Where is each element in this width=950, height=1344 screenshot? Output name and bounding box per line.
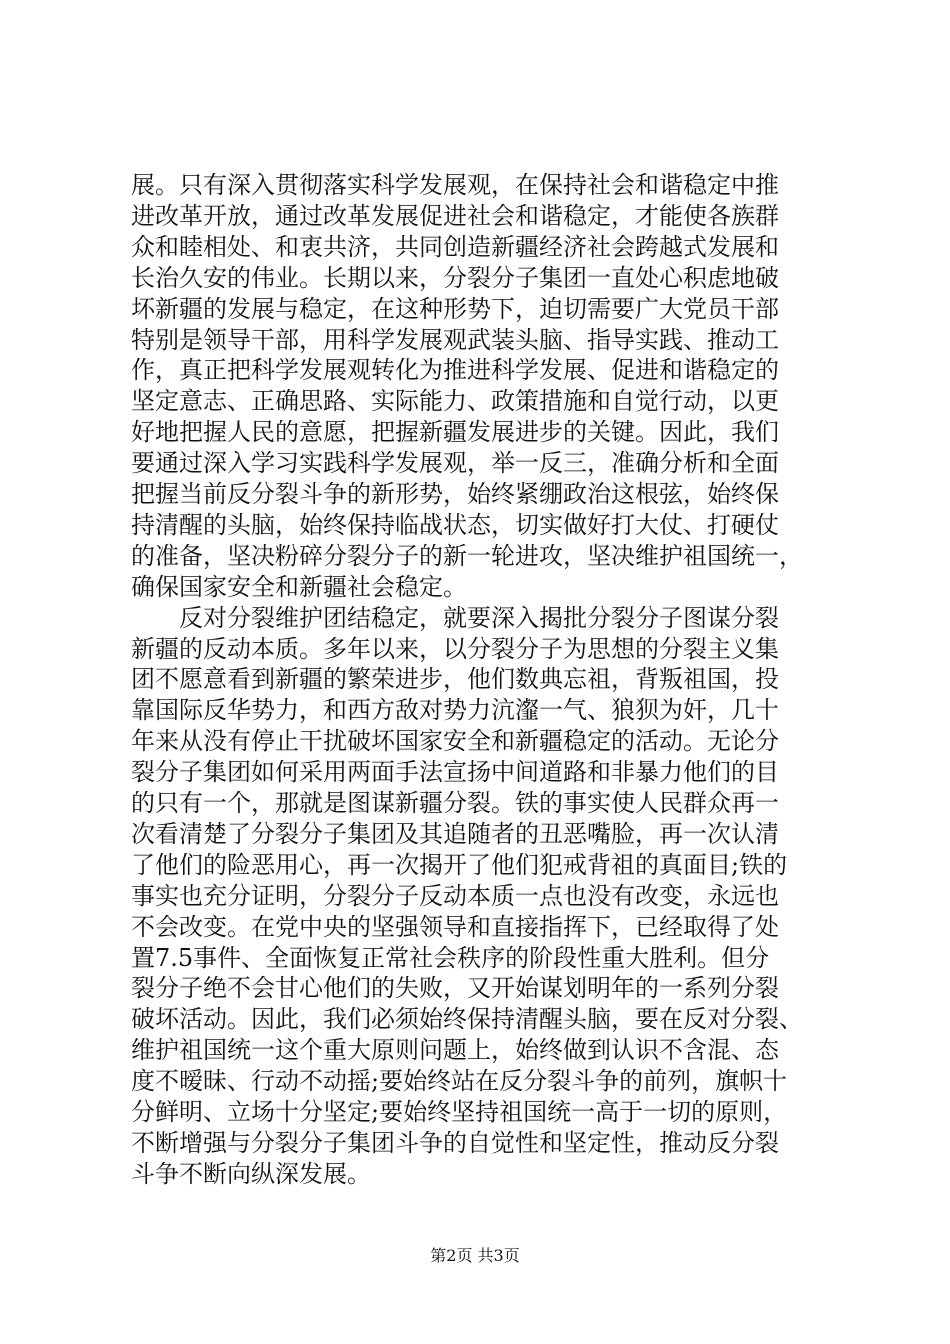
text-line: 维护祖国统一这个重大原则问题上，始终做到认识不含混、态 [131, 1036, 779, 1065]
text-line: 裂分子绝不会甘心他们的失败，又开始谋划明年的一系列分裂 [131, 974, 779, 1003]
text-line: 不会改变。在党中央的坚强领导和直接指挥下，已经取得了处 [131, 912, 779, 941]
text-line: 的准备，坚决粉碎分裂分子的新一轮进攻，坚决维护祖国统一， [131, 541, 803, 570]
text-line: 作，真正把科学发展观转化为推进科学发展、促进和谐稳定的 [131, 356, 779, 385]
text-line: 特别是领导干部，用科学发展观武装头脑、指导实践、推动工 [131, 325, 779, 354]
text-line: 长治久安的伟业。长期以来，分裂分子集团一直处心积虑地破 [131, 263, 779, 292]
text-line: 年来从没有停止干扰破坏国家安全和新疆稳定的活动。无论分 [131, 727, 779, 756]
text-line: 分鲜明、立场十分坚定;要始终坚持祖国统一高于一切的原则， [131, 1098, 788, 1126]
text-line: 众和睦相处、和衷共济，共同创造新疆经济社会跨越式发展和 [131, 232, 779, 261]
text-line: 次看清楚了分裂分子集团及其追随者的丑恶嘴脸，再一次认清 [131, 819, 779, 848]
text-line: 不断增强与分裂分子集团斗争的自觉性和坚定性，推动反分裂 [131, 1128, 779, 1157]
text-line: 的只有一个，那就是图谋新疆分裂。铁的事实使人民群众再一 [131, 789, 779, 817]
text-line: 斗争不断向纵深发展。 [131, 1159, 371, 1188]
text-line: 团不愿意看到新疆的繁荣进步，他们数典忘祖，背叛祖国，投 [131, 665, 779, 694]
text-line: 好地把握人民的意愿，把握新疆发展进步的关键。因此，我们 [131, 418, 779, 447]
text-line: 置7.5事件、全面恢复正常社会秩序的阶段性重大胜利。但分 [131, 943, 770, 972]
text-line: 展。只有深入贯彻落实科学发展观，在保持社会和谐稳定中推 [131, 171, 779, 199]
text-line: 确保国家安全和新疆社会稳定。 [131, 572, 467, 601]
text-line: 破坏活动。因此，我们必须始终保持清醒头脑，要在反对分裂、 [131, 1005, 803, 1034]
text-line: 持清醒的头脑，始终保持临战状态，切实做好打大仗、打硬仗 [131, 510, 779, 539]
text-line: 坚定意志、正确思路、实际能力、政策措施和自觉行动，以更 [131, 387, 779, 416]
page-number-footer: 第2页 共3页 [430, 1246, 520, 1265]
text-line: 靠国际反华势力，和西方敌对势力沆瀣一气、狼狈为奸，几十 [131, 696, 779, 725]
paragraph-start-line: 反对分裂维护团结稳定，就要深入揭批分裂分子图谋分裂 [131, 603, 779, 632]
text-line: 进改革开放，通过改革发展促进社会和谐稳定，才能使各族群 [131, 201, 779, 230]
text-line: 坏新疆的发展与稳定，在这种形势下，迫切需要广大党员干部 [131, 294, 779, 323]
text-line: 了他们的险恶用心，再一次揭开了他们犯戒背祖的真面目;铁的 [131, 850, 788, 879]
text-line: 把握当前反分裂斗争的新形势，始终紧绷政治这根弦，始终保 [131, 480, 779, 508]
text-line: 裂分子集团如何采用两面手法宣扬中间道路和非暴力他们的目 [131, 758, 779, 787]
text-line: 要通过深入学习实践科学发展观，举一反三，准确分析和全面 [131, 449, 779, 478]
text-line: 度不暧昧、行动不动摇;要始终站在反分裂斗争的前列，旗帜十 [131, 1067, 788, 1096]
text-line: 新疆的反动本质。多年以来，以分裂分子为思想的分裂主义集 [131, 634, 779, 663]
text-line: 事实也充分证明，分裂分子反动本质一点也没有改变，永远也 [131, 881, 779, 910]
